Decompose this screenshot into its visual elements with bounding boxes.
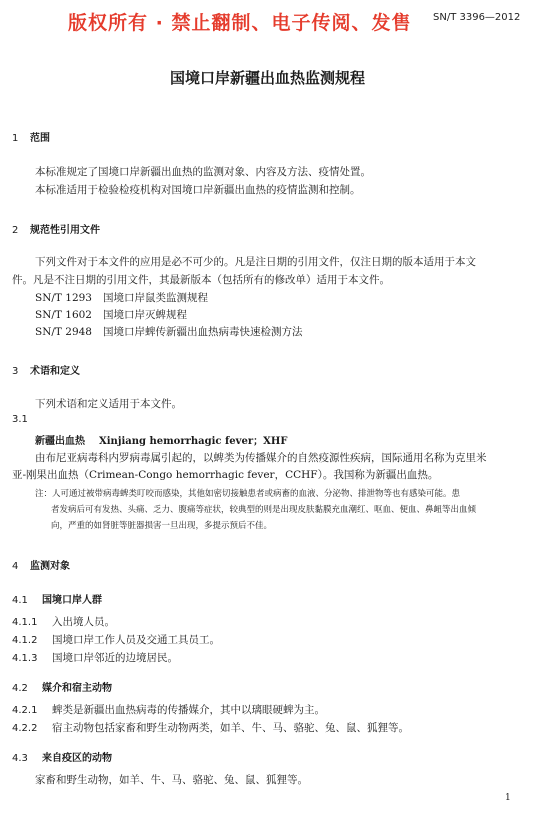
section-number: 1 <box>12 133 19 144</box>
standard-number: SN/T 3396—2012 <box>433 12 521 23</box>
list-item <box>12 614 115 629</box>
reference-item <box>35 324 303 339</box>
note: 注：人可通过被带病毒蜱类叮咬而感染，其他如密切接触患者或病畜的血液、分泌物、排泄物等也有感染可能。患 <box>35 489 461 499</box>
definition: 由布尼亚病毒科内罗病毒属引起的，以蜱类为传播媒介的自然疫源性疾病，国际通用名称为克里米 <box>35 452 487 464</box>
section-number: 2 <box>12 225 19 236</box>
item-number: 4.2.1 <box>12 705 38 716</box>
list-item <box>12 650 178 665</box>
list-item <box>12 702 325 717</box>
page-number: 1 <box>505 793 511 803</box>
subsection-title: 国境口岸人群 <box>42 595 102 606</box>
subsection-4-3-heading <box>12 749 112 764</box>
subsection-title: 媒介和宿主动物 <box>42 683 112 694</box>
reference-code: SN/T 2948 <box>35 326 92 338</box>
definition: 亚-刚果出血热（Crimean-Congo hemorrhagic fever，CCHF）。我国称为新疆出血热。 <box>12 469 439 481</box>
list-item <box>12 720 409 735</box>
list-item <box>12 632 220 647</box>
subsection-number: 3.1 <box>12 414 28 425</box>
item-text: 国境口岸工作人员及交通工具员工。 <box>52 634 220 646</box>
reference-name: 国境口岸蜱传新疆出血热病毒快速检测方法 <box>103 326 303 338</box>
paragraph: 本标准适用于检验检疫机构对国境口岸新疆出血热的疫情监测和控制。 <box>35 184 361 196</box>
reference-name: 国境口岸灭蜱规程 <box>103 309 187 321</box>
section-number: 3 <box>12 366 19 377</box>
item-text: 蜱类是新疆出血热病毒的传播媒介，其中以璃眼硬蜱为主。 <box>52 704 325 716</box>
term-chinese: 新疆出血热 <box>35 436 85 447</box>
subsection-number: 4.3 <box>12 753 28 764</box>
reference-item <box>35 290 208 305</box>
paragraph: 下列文件对于本文件的应用是必不可少的。凡是注日期的引用文件，仅注日期的版本适用于本文 <box>35 256 476 268</box>
subsection-4-1-heading <box>12 591 102 606</box>
note: 者发病后可有发热、头痛、乏力、腹痛等症状，较典型的则是出现皮肤黏膜充血潮红、呕血、便血、鼻衄等出血倾 <box>51 505 477 515</box>
section-3-heading <box>12 362 80 377</box>
item-text: 宿主动物包括家畜和野生动物两类，如羊、牛、马、骆驼、兔、鼠、狐狸等。 <box>52 722 409 734</box>
paragraph: 本标准规定了国境口岸新疆出血热的监测对象、内容及方法、疫情处置。 <box>35 166 371 178</box>
paragraph: 件。凡是不注日期的引用文件，其最新版本（包括所有的修改单）适用于本文件。 <box>12 274 390 286</box>
subsection-number: 4.2 <box>12 683 28 694</box>
page-title: 国境口岸新疆出血热监测规程 <box>169 69 365 87</box>
item-number: 4.1.2 <box>12 635 38 646</box>
section-title: 规范性引用文件 <box>30 225 100 236</box>
subsection-title: 来自疫区的动物 <box>42 753 112 764</box>
watermark-banner: 版权所有 · 禁止翻制、电子传阅、发售 <box>68 12 412 34</box>
item-number: 4.2.2 <box>12 723 38 734</box>
item-number: 4.1.1 <box>12 617 38 628</box>
section-title: 术语和定义 <box>30 366 80 377</box>
section-title: 范围 <box>30 133 50 144</box>
reference-item <box>35 307 187 322</box>
reference-name: 国境口岸鼠类监测规程 <box>103 292 208 304</box>
section-2-heading <box>12 221 100 236</box>
subsection-4-2-heading <box>12 679 112 694</box>
term-entry <box>35 432 287 447</box>
item-number: 4.1.3 <box>12 653 38 664</box>
section-title: 监测对象 <box>30 561 70 572</box>
section-4-heading <box>12 557 70 572</box>
paragraph: 下列术语和定义适用于本文件。 <box>35 398 182 410</box>
reference-code: SN/T 1602 <box>35 309 92 321</box>
reference-code: SN/T 1293 <box>35 292 92 304</box>
term-english: Xinjiang hemorrhagic fever；XHF <box>99 436 288 447</box>
item-text: 国境口岸邻近的边境居民。 <box>52 652 178 664</box>
paragraph: 家畜和野生动物，如羊、牛、马、骆驼、兔、鼠、狐狸等。 <box>35 774 308 786</box>
section-1-heading <box>12 129 50 144</box>
item-text: 入出境人员。 <box>52 616 115 628</box>
section-number: 4 <box>12 561 19 572</box>
note: 向，严重的如肾脏等脏器损害一旦出现，多提示预后不佳。 <box>51 521 273 531</box>
subsection-number: 4.1 <box>12 595 28 606</box>
